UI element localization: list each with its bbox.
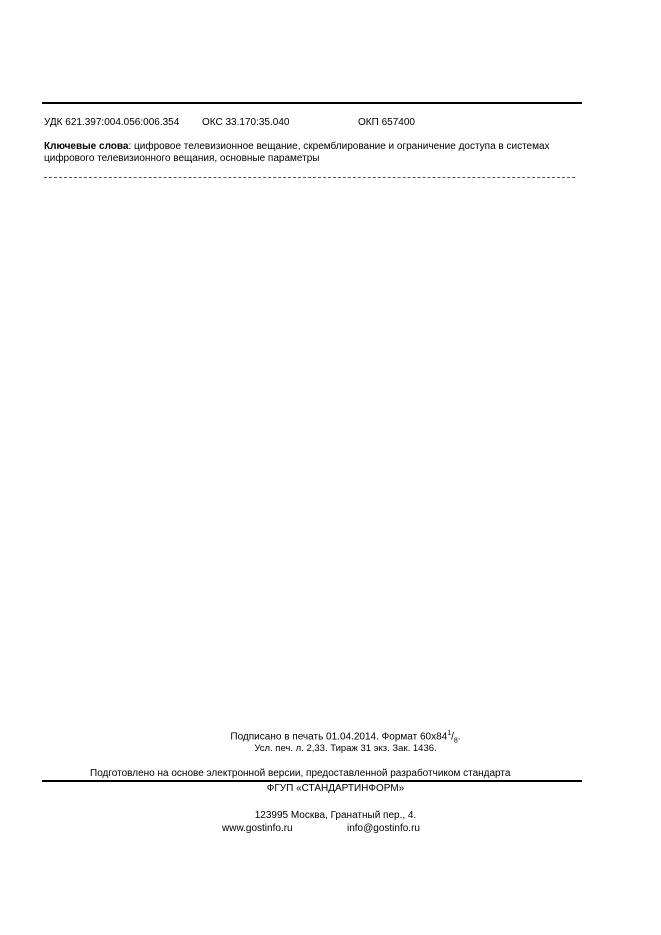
udk-code: УДК 621.397:004.056:006.354	[44, 117, 180, 128]
signed-to-print-line: Подписано в печать 01.04.2014. Формат $60х84^1/_8$.	[230, 730, 461, 745]
prepared-note: Подготовлено на основе электронной версии, предоставленной разработчиком стандарта	[90, 768, 511, 779]
keywords-block	[44, 141, 574, 165]
website-link[interactable]: www.gostinfo.ru	[222, 823, 293, 834]
publisher-address: 123995 Москва, Гранатный пер., 4.	[254, 810, 417, 821]
bottom-rule	[42, 780, 582, 782]
oks-code: ОКС 33.170:35.040	[202, 117, 290, 128]
top-rule	[42, 102, 582, 104]
print-details-line: Усл. печ. л. 2,33. Тираж 31 экз. Зак. 1436.	[254, 743, 437, 754]
keywords-text: : цифровое телевизионное вещание, скремблирование и ограничение доступа в системах цифрового телевизионного вещания, основные параметры	[44, 141, 550, 164]
format-fraction-denominator: 8	[453, 737, 458, 745]
email-link[interactable]: info@gostinfo.ru	[347, 823, 420, 834]
signed-prefix: Подписано в печать 01.04.2014. Формат 60х84	[230, 731, 448, 743]
format-fraction-numerator: 1	[447, 730, 452, 737]
publisher-name: ФГУП «СТАНДАРТИНФОРМ»	[266, 783, 405, 794]
signed-suffix: .	[457, 731, 461, 743]
okp-code: ОКП 657400	[358, 117, 415, 128]
keywords-divider	[44, 177, 575, 178]
keywords-label: Ключевые слова	[44, 141, 129, 152]
